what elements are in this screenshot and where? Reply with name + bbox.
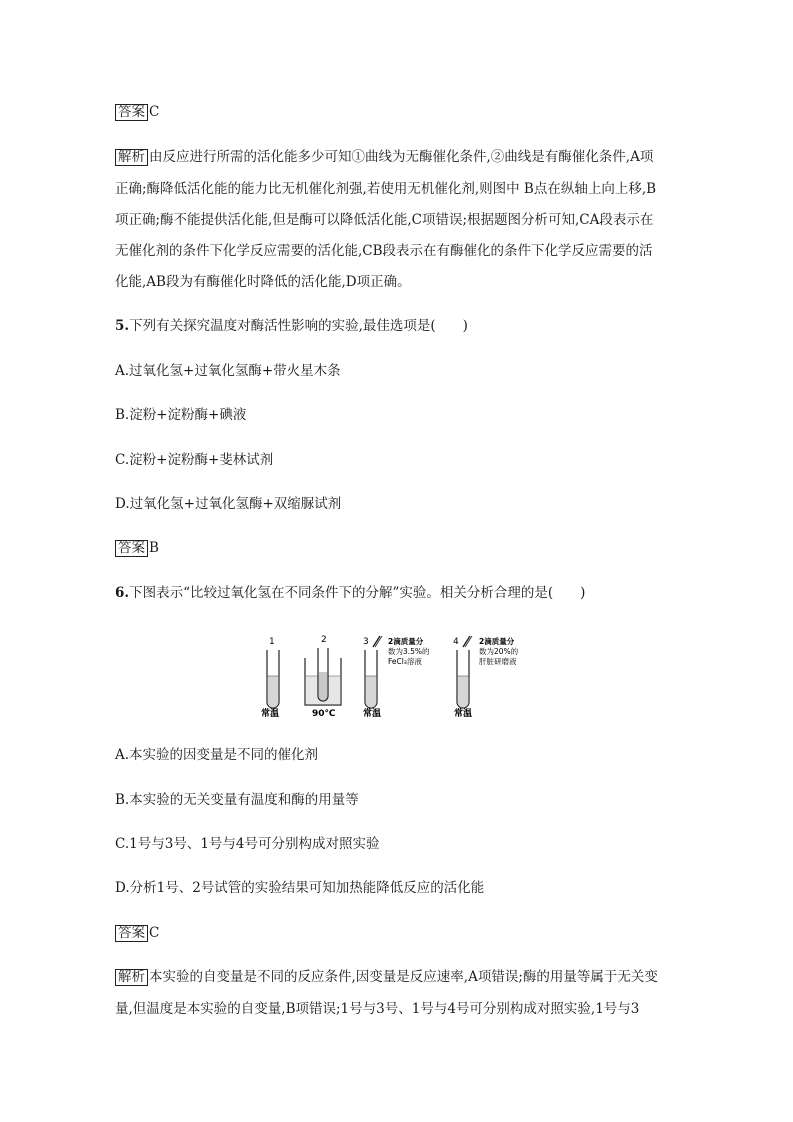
answer-tag: 答案 [115,104,148,121]
answer-line [115,539,159,557]
question-option: D.过氧化氢+过氧化氢酶+双缩脲试剂 [115,496,342,512]
answer-line [115,924,159,942]
analysis-line [115,968,658,986]
question-option: A.过氧化氢+过氧化氢酶+带火星木条 [115,363,341,379]
analysis-tag: 解析 [115,149,148,166]
answer-text: B [149,540,159,556]
answer-text: C [149,104,160,120]
test-tube-3 [365,650,377,708]
reagent-note: 数为3.5%的 [388,647,430,656]
answer-tag: 答案 [115,925,148,942]
tube-number: 3 [363,637,369,647]
answer-line [115,103,159,121]
reagent-note: FeCl₃溶液 [388,657,422,666]
question-option: B.淀粉+淀粉酶+碘液 [115,407,247,423]
reagent-note: 肝脏研磨液 [479,657,517,666]
condition-label: 90℃ [312,709,336,719]
question-option: A.本实验的因变量是不同的催化剂 [115,747,319,763]
question-6-stem [115,584,585,602]
test-tube-1 [267,650,279,708]
tube-number: 4 [453,637,459,647]
question-option: C.1号与3号、1号与4号可分别构成对照实验 [115,836,380,852]
tube-number: 2 [321,635,327,645]
answer-tag: 答案 [115,540,148,557]
analysis-text: 化能,AB段为有酶催化时降低的活化能,D项正确。 [115,274,411,290]
experiment-figure [255,628,535,720]
analysis-text: 无催化剂的条件下化学反应需要的活化能,CB段表示在有酶催化的条件下化学反应需要的活 [115,243,653,259]
condition-label: 常温 [363,709,382,719]
dropper-icon [463,636,472,647]
analysis-line [115,148,653,166]
reagent-note: 2滴质量分 [479,637,515,646]
test-tube-4 [457,650,469,708]
question-option: D.分析1号、2号试管的实验结果可知加热能降低反应的活化能 [115,880,485,896]
reagent-note: 数为20%的 [479,647,519,656]
analysis-tag: 解析 [115,969,148,986]
condition-label: 常温 [454,709,473,719]
analysis-text: 项正确;酶不能提供活化能,但是酶可以降低活化能,C项错误;根据题图分析可知,CA段表示在 [115,212,654,228]
analysis-text: 量,但温度是本实验的自变量,B项错误;1号与3号、1号与4号可分别构成对照实验,1号与3 [115,1001,640,1017]
tube-number: 1 [269,637,275,647]
analysis-text: 本实验的自变量是不同的反应条件,因变量是反应速率,A项错误;酶的用量等属于无关变 [149,969,658,985]
question-option: B.本实验的无关变量有温度和酶的用量等 [115,792,359,808]
dropper-icon [373,636,382,647]
question-option: C.淀粉+淀粉酶+斐林试剂 [115,452,274,468]
question-5-stem [115,317,468,335]
question-text: 下图表示“比较过氧化氢在不同条件下的分解”实验。相关分析合理的是( ) [129,585,586,601]
question-number: 5. [115,318,130,334]
condition-label: 常温 [261,709,280,719]
question-text: 下列有关探究温度对酶活性影响的实验,最佳选项是( ) [129,318,468,334]
question-number: 6. [115,585,130,601]
analysis-text: 由反应进行所需的活化能多少可知①曲线为无酶催化条件,②曲线是有酶催化条件,A项 [149,149,654,165]
test-tube-2 [318,648,328,701]
answer-text: C [149,925,160,941]
analysis-text: 正确;酶降低活化能的能力比无机催化剂强,若使用无机催化剂,则图中 B点在纵轴上向上移,B [115,181,657,197]
reagent-note: 2滴质量分 [388,637,424,646]
